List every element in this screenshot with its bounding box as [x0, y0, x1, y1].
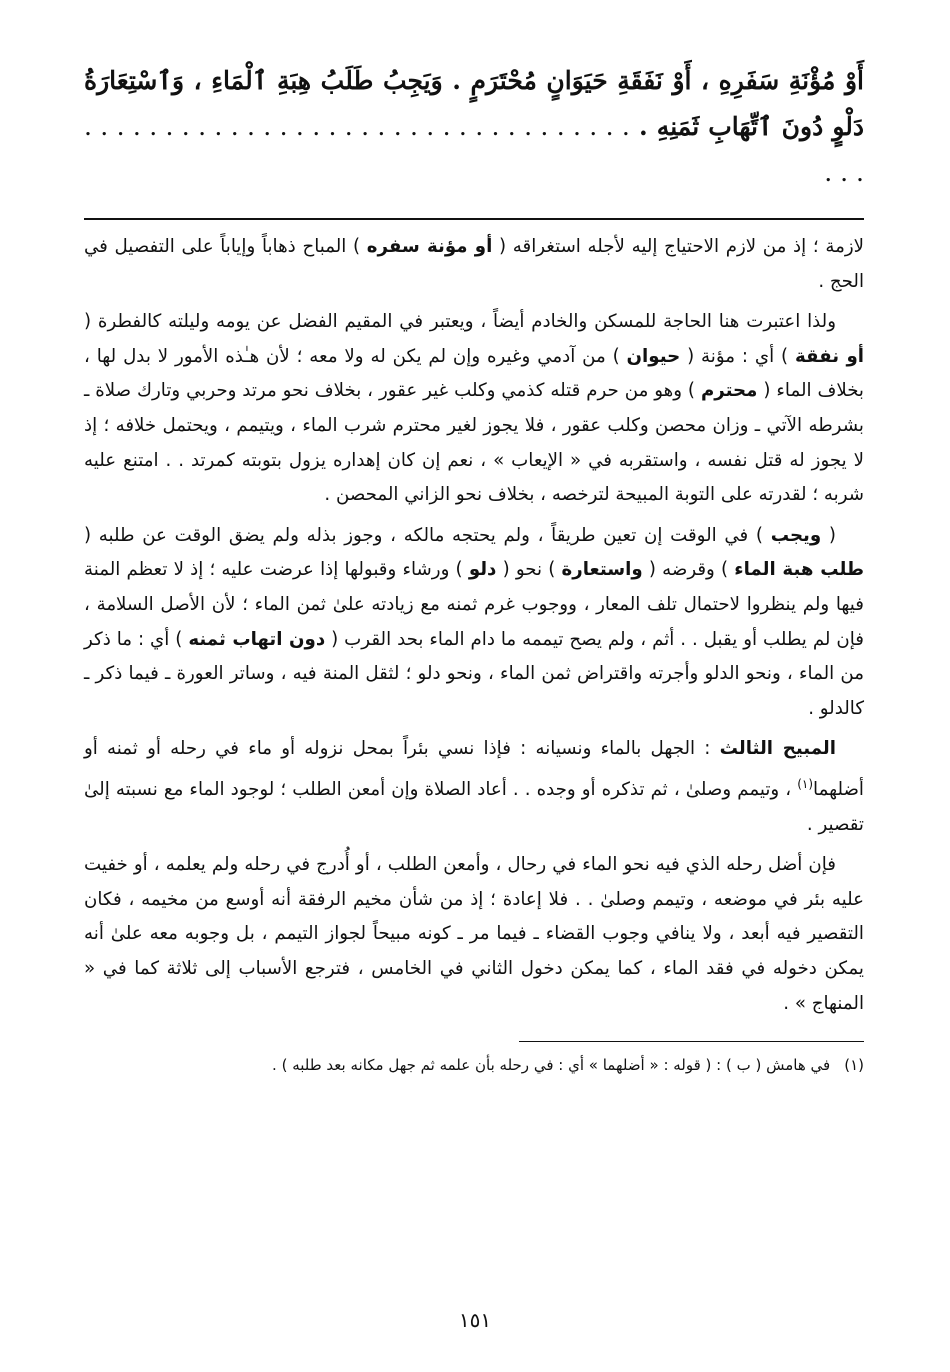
matn-divider — [84, 218, 864, 220]
quoted-matn: طلب هبة الماء — [734, 559, 865, 581]
quoted-matn: دلو — [468, 559, 497, 581]
quoted-matn: حيوان — [626, 345, 681, 367]
footnote-text: في هامش ( ب ) : ( قوله : « أضلهما » أي : في رحله بأن علمه ثم جهل مكانه بعد طلبه ) . — [272, 1056, 831, 1075]
page-body — [84, 58, 864, 1078]
quoted-matn: أو نفقة — [794, 345, 864, 367]
matn-text — [84, 58, 864, 196]
footnote-divider — [519, 1041, 864, 1042]
commentary — [84, 230, 864, 1021]
footnote — [84, 1052, 864, 1078]
commentary-paragraph-2: ولذا اعتبرت هنا الحاجة للمسكن والخادم أيضاً ، ويعتبر في المقيم الفضل عن يومه وليلته كالفطرة ( أو نفقة ) أي : مؤنة ( حيوان ) من آدمي وغيره وإن لم يكن له ولا معه ؛ لأن هـٰذه الأمور لا بدل لها ، بخلاف الماء ( محترم ) وهو من حرم قتله كذمي وكلب غير عقور ، بخلاف نحو مرتد وحربي وتارك صلاة ـ بشرطه الآتي ـ وزان محصن وكلب عقور ، فلا يجوز لغير محترم شرب الماء ، ويتيمم ، ويحتمل خلافه ؛ إذ لا يجوز له قتل نفسه ، واستقربه في « الإيعاب » ، نعم إن كان إهداره يزول بتوبته كمرتد . . امتنع عليه شربه ؛ لقدرته على التوبة المبيحة لترخصه ، بخلاف نحو الزاني المحصن . — [84, 311, 864, 506]
page-number: ١٥١ — [458, 1308, 492, 1332]
quoted-matn: ويجب — [770, 524, 822, 546]
quoted-matn: واستعارة — [561, 559, 643, 581]
quoted-matn: محترم — [700, 380, 758, 402]
footnote-number: (١) — [844, 1056, 864, 1075]
commentary-paragraph-1: لازمة ؛ إذ من لازم الاحتياج إليه لأجله استغراقه ( أو مؤنة سفره ) المباح ذهاباً وإياباً على التفصيل في الحج . — [84, 236, 864, 292]
matn-dots: . . . . . . . . . . . . . . . . . . . . . . . . . . . . . . . . . . . . . — [84, 112, 864, 187]
commentary-paragraph-3: ( ويجب ) في الوقت إن تعين طريقاً ، ولم يحتجه مالكه ، وجوز بذله ولم يضق الوقت عن طلبه ( طلب هبة الماء ) وقرضه ( واستعارة ) نحو ( دلو ) ورشاء وقبولها إذا عرضت عليه ؛ إذ لا تعظم المنة فيها ولم ينظروا لاحتمال تلف المعار ، ووجوب غرم ثمنه مع زيادته علىٰ ثمن الماء ؛ لأن الأصل السلامة ، فإن لم يطلب أو يقبل . . أثم ، ولم يصح تيممه ما دام الماء بحد القرب ( دون اتهاب ثمنه ) أي : ما ذكر من الماء ، ونحو الدلو وأجرته واقتراض ثمن الماء ، ونحو دلو ؛ لثقل المنة فيه ، وساتر العورة ـ فيما ذكر ـ كالدلو . — [84, 524, 865, 719]
section-heading: المبيح الثالث — [719, 738, 836, 760]
matn-line: أَوْ مُؤْنَةِ سَفَرِهِ ، أَوْ نَفَقَةِ حَيَوَانٍ مُحْتَرَمٍ . وَيَجِبُ طَلَبُ هِبَةِ ٱلْمَاءِ ، وَٱسْتِعَارَةُ دَلْوٍ دُونَ ٱتِّهَابِ ثَمَنِهِ . — [84, 66, 864, 141]
commentary-paragraph-5: فإن أضل رحله الذي فيه نحو الماء في رحال ، وأمعن الطلب ، أو أُدرج في رحله ولم يعلمه ، أو خفيت عليه بئر في موضعه ، وتيمم وصلىٰ . . فلا إعادة ؛ إذ من شأن مخيم الرفقة أنه أوسع من مخيمه ، فكان التقصير فيه أبعد ، ولا ينافي وجوب القضاء ـ فيما مر ـ كونه مبيحاً لجواز التيمم ، بل وجوبه معه علىٰ أنه يمكن دخوله في فقد الماء ، كما يمكن دخول الثاني في الخامس ، فترجع الأسباب إلى ثلاثة كما في « المنهاج » . — [84, 854, 864, 1014]
quoted-matn: أو مؤنة سفره — [366, 236, 493, 257]
quoted-matn: دون اتهاب ثمنه — [188, 628, 326, 650]
footnote-marker[interactable]: (١) — [797, 776, 814, 791]
commentary-paragraph-4: المبيح الثالث : الجهل بالماء ونسيانه : فإذا نسي بئراً بمحل نزوله أو ماء في رحله أو ثمنه أو أضلهما$^{(١)}$ ، وتيمم وصلىٰ ، ثم تذكره أو وجده . . أعاد الصلاة وإن أمعن الطلب ؛ لوجود الماء مع نسبته إلىٰ تقصير . — [84, 738, 864, 835]
